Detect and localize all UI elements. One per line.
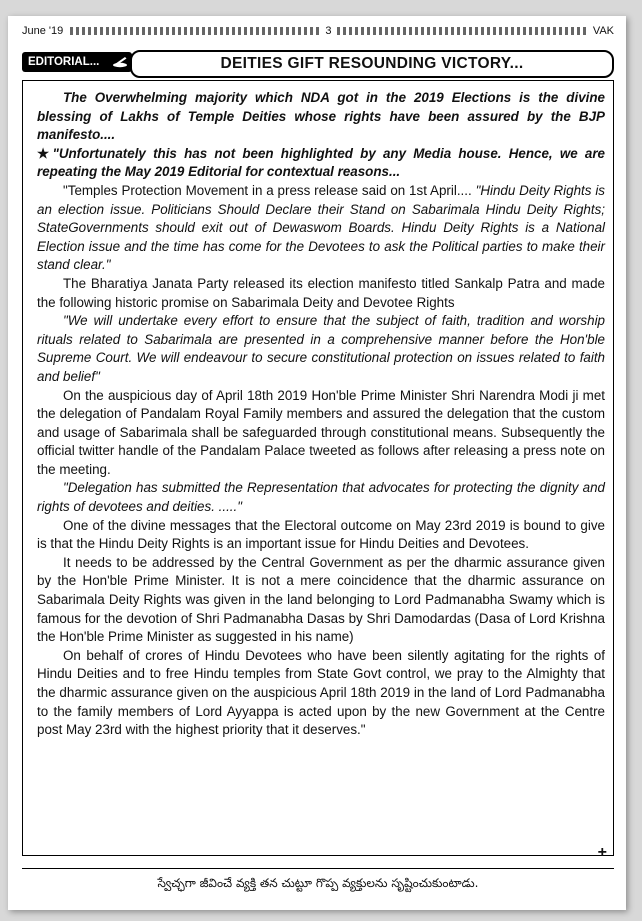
note-paragraph — [37, 145, 605, 182]
editorial-label: EDITORIAL... — [28, 56, 100, 68]
editorial-title: DEITIES GIFT RESOUNDING VICTORY... — [130, 50, 614, 78]
pen-icon — [112, 55, 128, 68]
footer-divider — [22, 868, 614, 869]
page-header — [22, 22, 614, 40]
header-ornament-right — [337, 27, 586, 35]
issue-date: June '19 — [22, 25, 64, 37]
intro-paragraph: The Overwhelming majority which NDA got in the 2019 Elections is the divine blessing of Lakhs of Temple Deities whose rights have been assured by the BJP manifesto.... — [37, 90, 605, 143]
page-number: 3 — [325, 25, 332, 37]
paragraph-5-quote: "Delegation has submitted the Representation that advocates for protecting the dignity and rights of devotees and deities. ....." — [37, 480, 605, 515]
star-icon: ★ — [37, 145, 53, 161]
editorial-tag — [22, 52, 132, 72]
end-mark-icon: + — [597, 844, 607, 862]
paragraph-1 — [37, 182, 605, 275]
article-body — [22, 80, 614, 862]
paragraph-1-lead: "Temples Protection Movement in a press release said on 1st April.... — [63, 182, 476, 198]
paragraph-7: It needs to be addressed by the Central Government as per the dharmic assurance given by the Hon'ble Prime Minister. It is not a mere coincidence that the dharmic assurance on Sabarimala Deity Rights was given in the land belonging to Lord Padmanabha Swamy which is famous for the devotion of Shri Padmanabha Dasas by Shri Damodardas (Dasa of Lord Krishna the Hon'ble Prime Minister as suggested in his name) — [37, 554, 605, 645]
paragraph-4: On the auspicious day of April 18th 2019 Hon'ble Prime Minister Shri Narendra Modi ji met the delegation of Pandalam Royal Family members and assured the delegation that the custom and usage of Sabarimala shall be safeguarded through constitutional means. Subsequently the official twitter handle of the Pandalam Palace tweeted as follows after releasing a press note on the meeting. — [37, 387, 605, 477]
paragraph-6: One of the divine messages that the Electoral outcome on May 23rd 2019 is bound to give is that the Hindu Deity Rights is an important issue for Hindu Deities and Devotees. — [37, 517, 605, 552]
footer-quote: స్వేచ్ఛగా జీవించే వ్యక్తి తన చుట్టూ గొప్ప వ్యక్తులను సృష్టించుకుంటాడు. — [157, 876, 479, 890]
paragraph-3-quote: "We will undertake every effort to ensure that the subject of faith, tradition and worship rituals related to Sabarimala are presented in a comprehensive manner before the Hon'ble Supreme Court. We will endeavour to secure constitutional protection on issues related to faith and belief" — [37, 313, 605, 384]
paragraph-8: On behalf of crores of Hindu Devotees who have been silently agitating for the rights of Hindu Deities and to free Hindu temples from State Govt control, we pray to the Almighty that the dharmic assurance given on the auspicious April 18th 2019 in the land of Lord Padmanabha to the family members of Lord Ayyappa is acted upon by the new Government at the Centre post May 23rd with the highest priority that it deserves." — [37, 647, 605, 738]
title-row — [22, 50, 614, 76]
paragraph-1-quote: "Hindu Deity Rights is an election issue. Politicians Should Declare their Stand on Sabarimala Hindu Deity Rights; StateGovernments should exit out of Dewaswom Boards. Hindu Deity Rights is a National Election issue and the time has come for the Devotees to ask the Political parties to make their stand clear." — [37, 182, 605, 273]
paragraph-2: The Bharatiya Janata Party released its election manifesto titled Sankalp Patra and made the following historic promise on Sabarimala Deity and Devotee Rights — [37, 275, 605, 310]
note-text: "Unfortunately this has not been highlighted by any Media house. Hence, we are repeating the May 2019 Editorial for contextual reasons... — [37, 145, 605, 180]
publication-name: VAK — [592, 25, 615, 37]
header-ornament-left — [70, 27, 319, 35]
newsletter-page — [8, 16, 626, 910]
